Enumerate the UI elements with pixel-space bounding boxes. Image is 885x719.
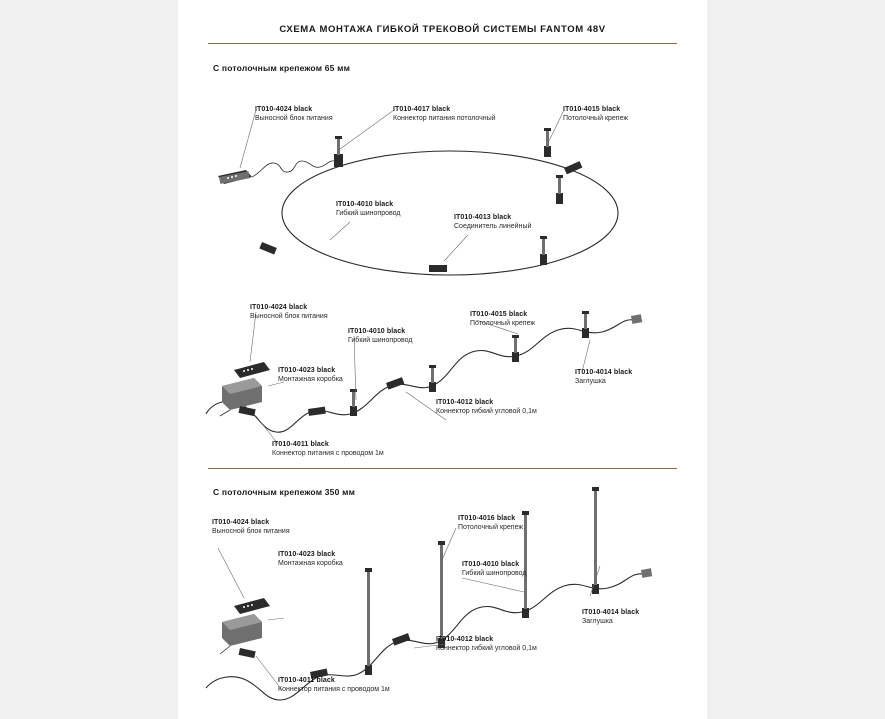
corner-connector-3b <box>392 633 410 645</box>
callout-d2-4023: IT010-4023 black Монтажная коробка <box>278 367 343 384</box>
linear-connector-1b <box>429 265 447 272</box>
callout-d2-4011: IT010-4011 black Коннектор питания с проводом 1м <box>272 441 384 458</box>
callout-d2-4014: IT010-4014 black Заглушка <box>575 369 633 386</box>
diagram-sheet <box>178 0 707 719</box>
power-connector-wire-2 <box>239 406 256 416</box>
junction-box-3 <box>222 614 262 646</box>
power-connector-wire-3 <box>239 648 256 658</box>
linear-connector-1a <box>259 242 276 254</box>
callout-d1-4015: IT010-4015 black Потолочный крепеж <box>563 106 629 123</box>
callout-d3-4012: IT010-4012 black Коннектор гибкий угловой 0,1м <box>436 636 537 653</box>
page-title: СХЕМА МОНТАЖА ГИБКОЙ ТРЕКОВОЙ СИСТЕМЫ FANTOM 48V <box>279 24 606 35</box>
callout-d1-4024: IT010-4024 black Выносной блок питания <box>255 106 333 123</box>
callout-d2-4012: IT010-4012 black Коннектор гибкий угловой 0,1м <box>436 399 537 416</box>
callout-d3-4014: IT010-4014 black Заглушка <box>582 609 640 626</box>
callout-d3-4010: IT010-4010 black Гибкий шинопровод <box>462 561 527 578</box>
callout-d1-4013: IT010-4013 black Соединитель линейный <box>454 214 532 231</box>
ceiling-power-connector-1 <box>334 136 343 167</box>
power-supply-unit-1 <box>218 170 252 184</box>
callout-d1-4010: IT010-4010 black Гибкий шинопровод <box>336 201 401 218</box>
ceiling-mount-1c <box>540 236 547 265</box>
right-gutter <box>707 0 885 719</box>
end-cap-3 <box>641 568 652 578</box>
ceiling-mount-3a <box>365 568 372 675</box>
ceiling-mount-1a <box>544 128 551 157</box>
power-supply-unit-3 <box>234 598 270 614</box>
callout-d2-4010: IT010-4010 black Гибкий шинопровод <box>348 328 413 345</box>
ceiling-mount-3d <box>592 487 599 594</box>
callout-d3-4011: IT010-4011 black Коннектор питания с проводом 1м <box>278 677 390 694</box>
left-gutter <box>0 0 178 719</box>
section-heading-350mm: С потолочным крепежом 350 мм <box>213 487 356 497</box>
power-supply-unit-2 <box>234 362 270 378</box>
ceiling-mount-1b <box>556 175 563 204</box>
corner-connector-2b <box>386 377 404 389</box>
ceiling-mount-3b <box>438 541 445 648</box>
end-cap-2 <box>631 314 642 324</box>
callout-d2-4024: IT010-4024 black Выносной блок питания <box>250 304 328 321</box>
ceiling-mount-2d <box>582 311 589 338</box>
ceiling-mount-2c <box>512 335 519 362</box>
callout-d3-4016: IT010-4016 black Потолочный крепеж <box>458 515 524 532</box>
corner-connector-2a <box>308 407 326 416</box>
callout-d3-4023: IT010-4023 black Монтажная коробка <box>278 551 343 568</box>
callout-d3-4024: IT010-4024 black Выносной блок питания <box>212 519 290 536</box>
section-heading-65mm: С потолочным крепежом 65 мм <box>213 63 351 73</box>
linear-connector-1c <box>564 161 582 174</box>
junction-box-2 <box>222 378 262 410</box>
callout-d1-4017: IT010-4017 black Коннектор питания потолочный <box>393 106 496 123</box>
callout-d2-4015: IT010-4015 black Потолочный крепеж <box>470 311 536 328</box>
ceiling-mount-2b <box>429 365 436 392</box>
